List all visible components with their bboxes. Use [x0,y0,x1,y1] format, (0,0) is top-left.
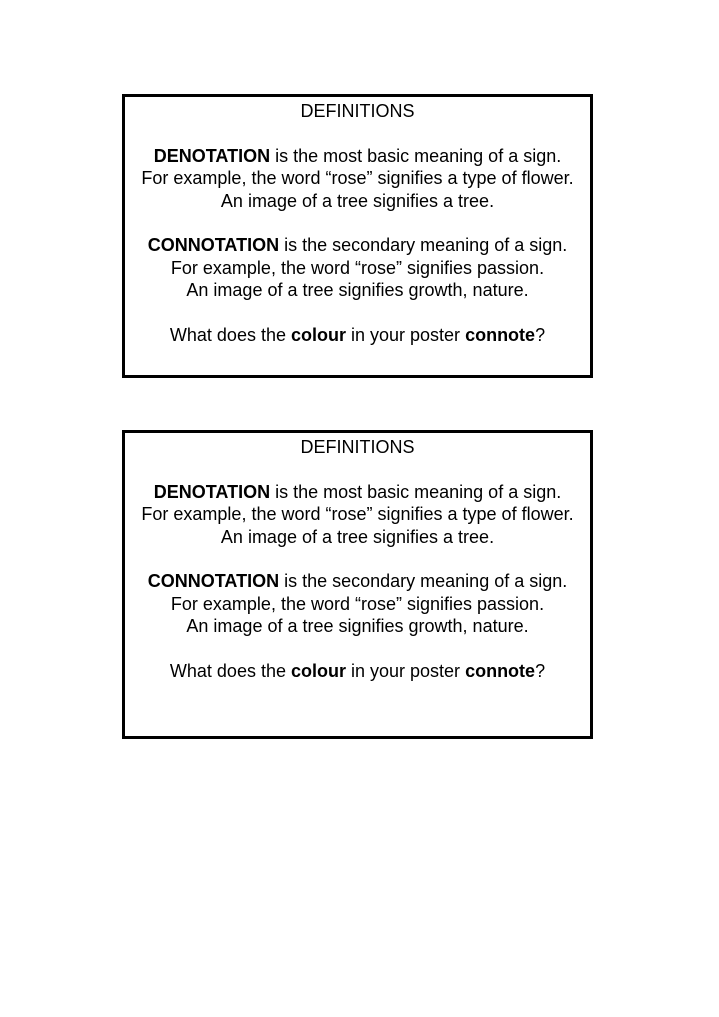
connotation-example-word: For example, the word “rose” signifies passion. [170,593,545,614]
connotation-example-word: For example, the word “rose” signifies passion. [170,257,545,278]
denotation-example-word: For example, the word “rose” signifies a type of flower. [141,168,574,188]
question-text: ? [535,324,546,345]
connotation-definition [125,234,590,257]
card-title: DEFINITIONS [300,437,415,457]
definitions-card [122,94,593,378]
question-bold-colour: colour [290,324,346,345]
connotation-definition [125,570,590,593]
denotation-term: DENOTATION [153,145,271,166]
denotation-definition [125,145,590,168]
denotation-example-word: For example, the word “rose” signifies a type of flower. [141,504,574,524]
denotation-term: DENOTATION [153,481,271,502]
connotation-definition-text: is the secondary meaning of a sign. [279,571,568,591]
denotation-definition [125,481,590,504]
denotation-definition-text: is the most basic meaning of a sign. [270,145,562,166]
connotation-term: CONNOTATION [147,235,280,255]
definitions-card [122,430,593,739]
denotation-example-image: An image of a tree signifies a tree. [220,190,495,211]
question [125,324,590,347]
question-text: ? [535,660,546,681]
connotation-term: CONNOTATION [147,571,280,591]
connotation-definition-text: is the secondary meaning of a sign. [279,235,568,255]
question-bold-connote: connote [465,324,536,345]
question-text: What does the [169,660,291,681]
connotation-example-image: An image of a tree signifies growth, nature. [186,280,529,300]
connotation-example-image: An image of a tree signifies growth, nature. [186,616,529,636]
denotation-example-image: An image of a tree signifies a tree. [220,526,495,547]
question-text: in your poster [346,324,466,345]
question-text: in your poster [346,660,466,681]
question [125,660,590,683]
question-text: What does the [169,324,291,345]
question-bold-connote: connote [465,660,536,681]
card-title: DEFINITIONS [300,101,415,121]
question-bold-colour: colour [290,660,346,681]
denotation-definition-text: is the most basic meaning of a sign. [270,481,562,502]
